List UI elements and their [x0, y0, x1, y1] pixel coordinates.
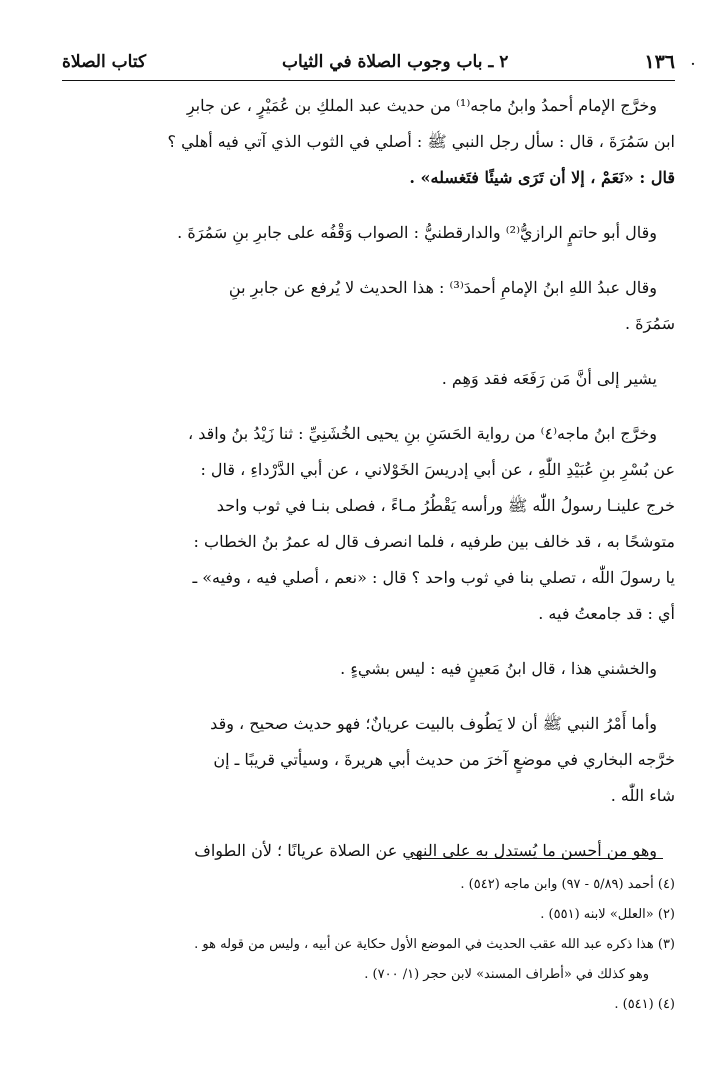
margin-dot: ·	[690, 57, 695, 71]
text-line: أي : قد جامعتُ فيه .	[538, 604, 675, 623]
paragraph-abu-hatim	[62, 215, 675, 251]
text-line: وأما أَمْرُ النبي ﷺ أن لا يَطُوف بالبيت عريانٌ؛ فهو حديث صحيح ، وقد	[210, 714, 657, 733]
text-line: يشير إلى أنَّ مَن رَفَعَه فقد وَهِم .	[441, 369, 657, 388]
footnote-separator	[412, 858, 663, 859]
page-number: ١٣٦	[644, 51, 675, 73]
paragraph-ahsan	[62, 833, 675, 869]
running-header	[62, 47, 695, 77]
text-line: خرج علينـا رسولُ اللّٰه ﷺ ورأسه يَقْطُرُ مـاءً ، فصلى بنـا في ثوب واحد	[216, 496, 675, 515]
text-line: عن بُسْرِ بنِ عُبَيْدِ اللّٰهِ ، عن أبي إدريسَ الخَوْلاني ، عن أبي الدَّرْداءِ ، قال :	[200, 460, 675, 479]
paragraph-abu-darda-hadith	[62, 416, 675, 632]
footnotes	[62, 870, 675, 1020]
footnote: (٤) أحمد (٥/٨٩ - ٩٧) وابن ماجه (٥٤٢) .	[460, 877, 675, 892]
paragraph-khushani	[62, 651, 675, 687]
text-line: ابن سَمُرَةَ ، قال : سأل رجل النبي ﷺ : أصلي في الثوب الذي آتي فيه أهلي ؟	[167, 132, 675, 151]
paragraph-tawaf	[62, 706, 675, 814]
header-rule	[62, 80, 675, 81]
paragraph-ahmad-ibn-majah	[62, 88, 675, 196]
paragraph-abdullah	[62, 270, 675, 342]
paragraph-yushir	[62, 361, 675, 397]
text-line: خرَّجه البخاري في موضعٍ آخرَ من حديث أبي هريرةَ ، وسيأتي قريبًا ـ إن	[213, 750, 675, 769]
book-title: كتاب الصلاة	[62, 52, 147, 72]
text-line: وخرَّج الإمام أحمدُ وابنُ ماجه⁽¹⁾ من حديث عبد الملكِ بن عُمَيْرٍ ، عن جابرِ	[186, 96, 657, 115]
footnote-continuation: وهو كذلك في «أطراف المسند» لابن حجر (١/ ٧٠٠) .	[364, 967, 649, 982]
footnote: (٤) (٥٤١) .	[614, 997, 675, 1012]
text-line: والخشني هذا ، قال ابنُ مَعينٍ فيه : ليس بشيءٍ .	[340, 659, 657, 678]
text-line: سَمُرَةَ .	[624, 314, 675, 333]
footnote: (٢) «العلل» لابنه (٥٥١) .	[540, 907, 675, 922]
text-line: وخرَّج ابنُ ماجه⁽٤⁾ من رواية الحَسَنِ بنِ يحيى الخُشَنِيِّ : ثنا زَيْدُ بنُ واقد ،	[187, 424, 657, 443]
text-line: متوشحًا به ، قد خالف بين طرفيه ، فلما انصرف قال له عمرُ بنُ الخطاب :	[193, 532, 675, 551]
text-line: يا رسولَ اللّٰه ، تصلي بنا في ثوب واحد ؟ قال : «نعم ، أصلي فيه ، وفيه» ـ	[192, 568, 675, 587]
text-line: وقال أبو حاتمٍ الرازيُّ⁽²⁾ والدارقطنيُّ : الصواب وَقْفُه على جابرِ بنِ سَمُرَةَ .	[177, 223, 657, 242]
text-line: وقال عبدُ اللهِ ابنُ الإمامِ أحمدَ⁽³⁾ : هذا الحديث لا يُرفع عن جابرِ بنِ	[228, 278, 657, 297]
chapter-title: ٢ ـ باب وجوب الصلاة في الثياب	[282, 52, 509, 72]
text-line: قال : «نَعَمْ ، إلا أن تَرَى شيئًا فتَغسله» .	[409, 168, 675, 187]
main-text	[62, 88, 675, 869]
footnote: (٣) هذا ذكره عبد الله عقب الحديث في الموضع الأول حكاية عن أبيه ، وليس من قوله هو .	[194, 937, 675, 952]
text-line: شاء اللّٰه .	[610, 786, 675, 805]
text-line: وهو من أحسن ما يُستدل به على النهي عن الصلاة عريانًا ؛ لأن الطواف	[194, 841, 657, 860]
